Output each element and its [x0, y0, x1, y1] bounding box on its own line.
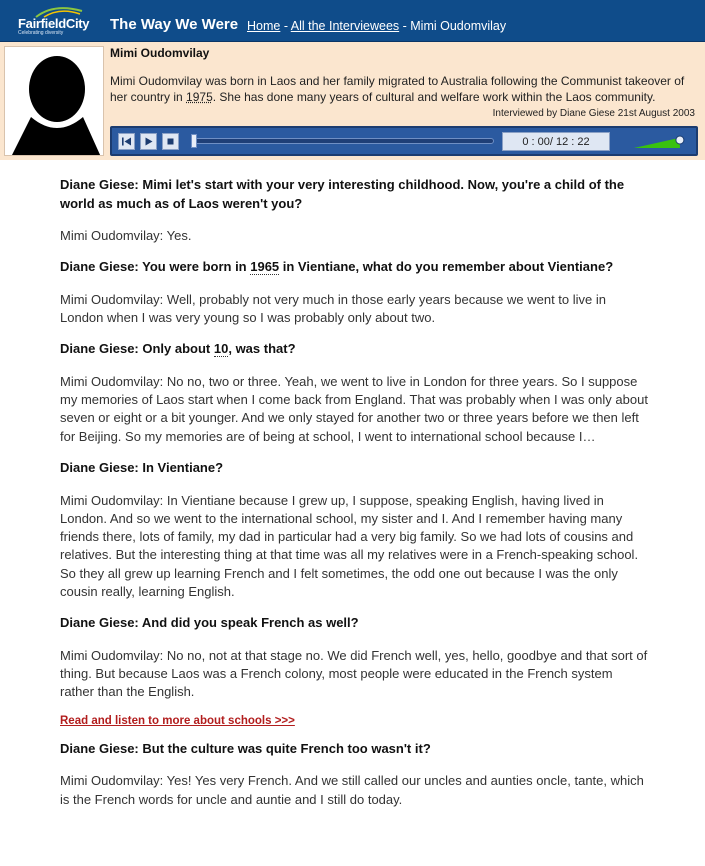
bio-year: 1975: [186, 90, 213, 104]
play-icon: [143, 136, 154, 147]
question-part: , was that?: [228, 341, 296, 357]
bio-text: Mimi Oudomvilay was born in Laos and her family migrated to Australia following the Communist takeover of her country in: [110, 74, 685, 104]
site-title: The Way We Were: [110, 16, 239, 33]
interviewee-name: Mimi Oudomvilay: [110, 46, 210, 60]
time-display: 0 : 00/ 12 : 22: [502, 132, 610, 151]
breadcrumb-home-link[interactable]: Home: [247, 19, 281, 33]
logo-text: FairfieldCity: [18, 16, 90, 31]
logo-tagline: Celebrating diversity: [18, 30, 64, 36]
interviewee-panel: [0, 42, 705, 160]
volume-handle[interactable]: [676, 136, 684, 144]
person-silhouette-icon: [5, 47, 104, 156]
stop-icon: [165, 136, 176, 147]
volume-slider[interactable]: [632, 133, 692, 150]
answer-text: Mimi Oudomvilay: Yes.: [60, 228, 192, 243]
question-part: Diane Giese: Only about: [60, 341, 214, 357]
breadcrumb: [247, 19, 506, 33]
breadcrumb-current: Mimi Oudomvilay: [410, 19, 507, 33]
question-year: 1965: [250, 259, 280, 275]
answer-text: Mimi Oudomvilay: Yes! Yes very French. And we still called our uncles and aunties oncle, tante, which is the French words for uncle and auntie and I still do today.: [60, 773, 644, 807]
question-number: 10: [213, 341, 229, 357]
stop-button[interactable]: [162, 133, 179, 150]
breadcrumb-all-interviewees-link[interactable]: All the Interviewees: [290, 19, 400, 33]
breadcrumb-separator: -: [399, 19, 411, 33]
more-about-schools-link[interactable]: Read and listen to more about schools >>>: [60, 714, 295, 727]
skip-back-icon: [121, 136, 132, 147]
interviewee-bio: [110, 73, 702, 105]
question-text: [60, 258, 650, 277]
interviewee-silhouette-image: [4, 46, 104, 156]
breadcrumb-separator: -: [280, 19, 291, 33]
answer-text: Mimi Oudomvilay: No no, two or three. Yeah, we went to live in London for three years. So I suppose my memories of Laos start when I come back from England. That was probably when I was only about seven or eight or a bit younger. And we only stayed for another two or three years before we then left for Beijing. So my memories are of being at school, I went to international school because I…: [60, 373, 648, 444]
answer-text: Mimi Oudomvilay: No no, not at that stage no. We did French well, yes, hello, goodbye and that sort of thing. But because Laos was a French colony, most people were educated in the French system rather than the English.: [60, 647, 648, 700]
bio-text: . She has done many years of cultural and welfare work within the Laos community.: [212, 90, 656, 104]
skip-back-button[interactable]: [118, 133, 135, 150]
seek-bar[interactable]: [192, 138, 494, 144]
question-text: Diane Giese: But the culture was quite French too wasn't it?: [60, 740, 431, 756]
answer-text: Mimi Oudomvilay: In Vientiane because I grew up, I suppose, speaking English, having lived in London. And so we went to the international school, my sister and I. And I remember having many friends there, lots of family, my dad in particular had a very big family. So we had lots of cousins and relatives. But the interesting thing at that time was all my relatives were in a French-speaking school. So they all grew up learning French and I felt sometimes, the odd one out because I was the only cousin really, learning English.: [60, 492, 639, 600]
fairfield-city-logo[interactable]: [6, 4, 98, 38]
question-text: [60, 340, 650, 359]
play-button[interactable]: [140, 133, 157, 150]
question-text: Diane Giese: And did you speak French as well?: [60, 615, 359, 631]
question-part: in Vientiane, what do you remember about Vientiane?: [279, 259, 614, 275]
question-part: Diane Giese: You were born in: [60, 259, 251, 275]
answer-text: Mimi Oudomvilay: Well, probably not very much in those early years because we went to live in London when I was very young so I was probably only about two.: [60, 291, 606, 326]
transcript: [60, 176, 650, 822]
site-header: [0, 0, 705, 42]
question-text: Diane Giese: In Vientiane?: [60, 460, 224, 476]
question-text: Diane Giese: Mimi let's start with your very interesting childhood. Now, you're a child of the world as much as of Laos weren't you?: [60, 177, 625, 211]
audio-player: [110, 126, 698, 156]
seek-handle[interactable]: [191, 134, 197, 148]
interview-credit: Interviewed by Diane Giese 21st August 2003: [492, 108, 695, 119]
